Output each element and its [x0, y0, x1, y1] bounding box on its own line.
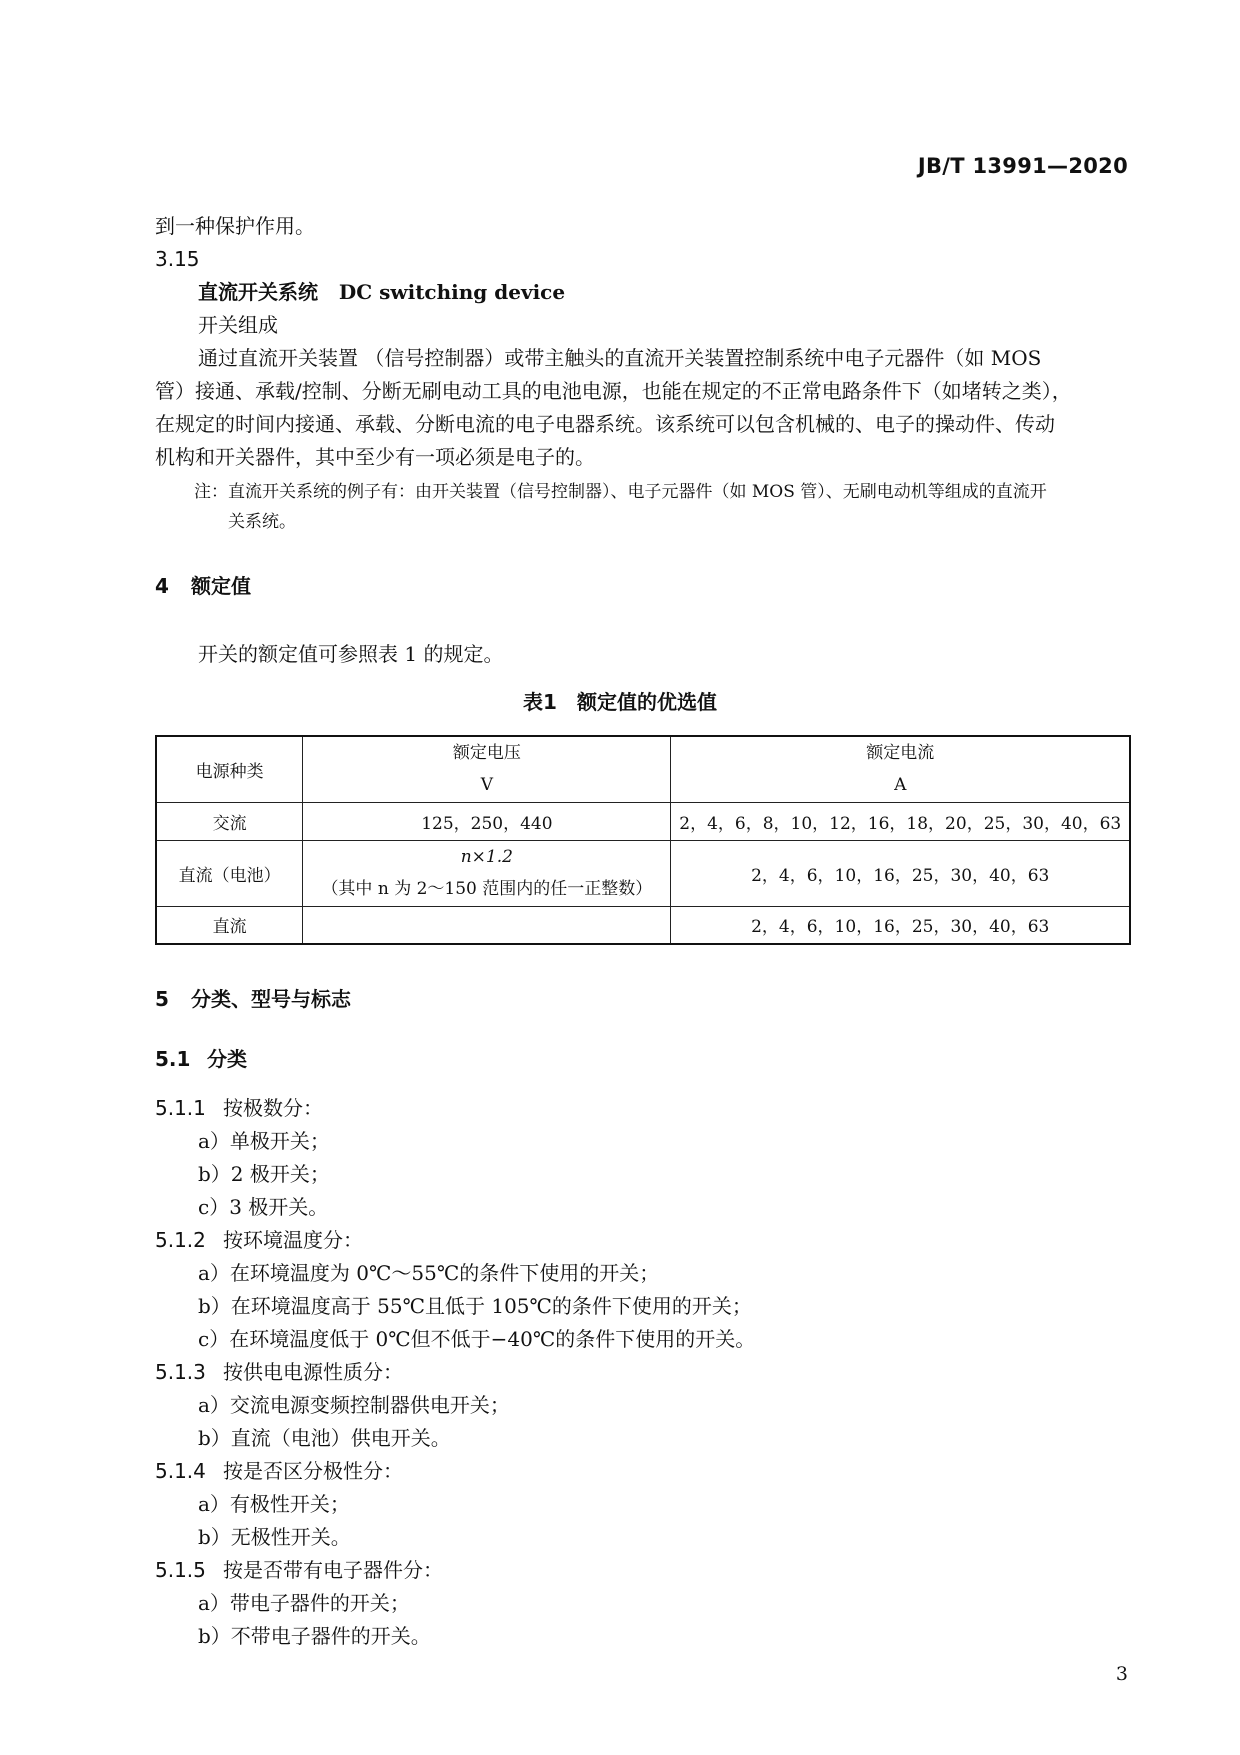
term-en: DC switching device: [338, 280, 566, 304]
definition-line-4: 机构和开关器件，其中至少有一项必须是电子的。: [155, 445, 595, 469]
clause-title: 按是否区分极性分：: [223, 1459, 403, 1483]
term-zh: 直流开关系统: [198, 280, 318, 304]
continuation-text: 到一种保护作用。: [155, 214, 315, 238]
list-item: a）在环境温度为 0℃～55℃的条件下使用的开关；: [198, 1261, 660, 1285]
header-power-type: 电源种类: [156, 736, 303, 802]
row-dc-type: 直流: [156, 906, 303, 944]
clause-number: 3.15: [155, 247, 200, 271]
section-5-1-heading: [155, 1043, 247, 1075]
section-4-number: 4: [155, 574, 169, 598]
section-4-heading: [155, 570, 251, 602]
list-item: a）有极性开关；: [198, 1492, 350, 1516]
row-ac-current: 2，4，6，8，10，12，16，18，20，25，30，40，63: [671, 802, 1130, 840]
clause-5-1-5: [155, 1554, 443, 1586]
row-battery-voltage-formula: n×1.2: [460, 847, 513, 867]
clause-title: 按是否带有电子器件分：: [223, 1558, 443, 1582]
row-battery-type: 直流（电池）: [156, 840, 303, 906]
row-battery-voltage-note: （其中 n 为 2～150 范围内的任一正整数）: [321, 879, 653, 899]
row-battery-voltage: [303, 840, 671, 906]
list-item: b）不带电子器件的开关。: [198, 1624, 431, 1648]
clause-number: 5.1.4: [155, 1459, 206, 1483]
page-number: 3: [1115, 1663, 1128, 1685]
table-header-row: [156, 736, 1130, 802]
clause-5-1-2: [155, 1224, 363, 1256]
section-5-1-title: 分类: [207, 1047, 247, 1071]
clause-title: 按供电电源性质分：: [223, 1360, 403, 1384]
table-row: [156, 802, 1130, 840]
header-voltage-unit: V: [480, 775, 493, 796]
section-4-title: 额定值: [191, 574, 251, 598]
clause-number: 5.1.3: [155, 1360, 206, 1384]
list-item: b）在环境温度高于 55℃且低于 105℃的条件下使用的开关；: [198, 1294, 752, 1318]
definition-line-1: 通过直流开关装置 （信号控制器）或带主触头的直流开关装置控制系统中电子元器件（如 MOS: [198, 346, 1042, 370]
row-dc-voltage: [303, 906, 671, 944]
header-current-label: 额定电流: [866, 743, 935, 764]
list-item: c）在环境温度低于 0℃但不低于−40℃的条件下使用的开关。: [198, 1327, 756, 1351]
section-4-intro: 开关的额定值可参照表 1 的规定。: [198, 642, 504, 666]
section-5-heading: [155, 983, 351, 1015]
definition-line-2: 管）接通、承载/控制、分断无刷电动工具的电池电源，也能在规定的不正常电路条件下（如堵转之类），: [155, 379, 1072, 403]
section-5-title: 分类、型号与标志: [191, 987, 351, 1011]
section-5-number: 5: [155, 987, 169, 1011]
term-heading: [198, 276, 565, 308]
header-voltage: [303, 736, 671, 802]
row-ac-voltage: 125，250，440: [303, 802, 671, 840]
table-row: [156, 840, 1130, 906]
clause-title: 按环境温度分：: [223, 1228, 363, 1252]
header-voltage-label: 额定电压: [452, 743, 521, 764]
section-5-1-number: 5.1: [155, 1047, 191, 1071]
note-line-1: 注：直流开关系统的例子有：由开关装置（信号控制器）、电子元器件（如 MOS 管）、无刷电动机等组成的直流开: [194, 482, 1047, 502]
list-item: b）直流（电池）供电开关。: [198, 1426, 451, 1450]
clause-5-1-3: [155, 1356, 403, 1388]
table-title: 表1 额定值的优选值: [523, 690, 717, 714]
clause-number: 5.1.1: [155, 1096, 206, 1120]
list-item: a）单极开关；: [198, 1129, 330, 1153]
row-ac-type: 交流: [156, 802, 303, 840]
clause-5-1-4: [155, 1455, 403, 1487]
clause-number: 5.1.2: [155, 1228, 206, 1252]
clause-number: 5.1.5: [155, 1558, 206, 1582]
list-item: b）无极性开关。: [198, 1525, 351, 1549]
row-battery-current: 2，4，6，10，16，25，30，40，63: [671, 840, 1130, 906]
header-current: [671, 736, 1130, 802]
clause-title: 按极数分：: [223, 1096, 323, 1120]
standard-code: JB/T 13991—2020: [917, 154, 1128, 178]
header-current-unit: A: [894, 775, 907, 796]
clause-5-1-1: [155, 1092, 323, 1124]
rated-values-table: [155, 735, 1131, 945]
note-line-2: 关系统。: [228, 512, 296, 532]
term-category: 开关组成: [198, 313, 278, 337]
table-row: [156, 906, 1130, 944]
definition-line-3: 在规定的时间内接通、承载、分断电流的电子电器系统。该系统可以包含机械的、电子的操动件、传动: [155, 412, 1055, 436]
list-item: b）2 极开关；: [198, 1162, 330, 1186]
list-item: a）交流电源变频控制器供电开关；: [198, 1393, 510, 1417]
list-item: c）3 极开关。: [198, 1195, 329, 1219]
row-dc-current: 2，4，6，10，16，25，30，40，63: [671, 906, 1130, 944]
list-item: a）带电子器件的开关；: [198, 1591, 410, 1615]
